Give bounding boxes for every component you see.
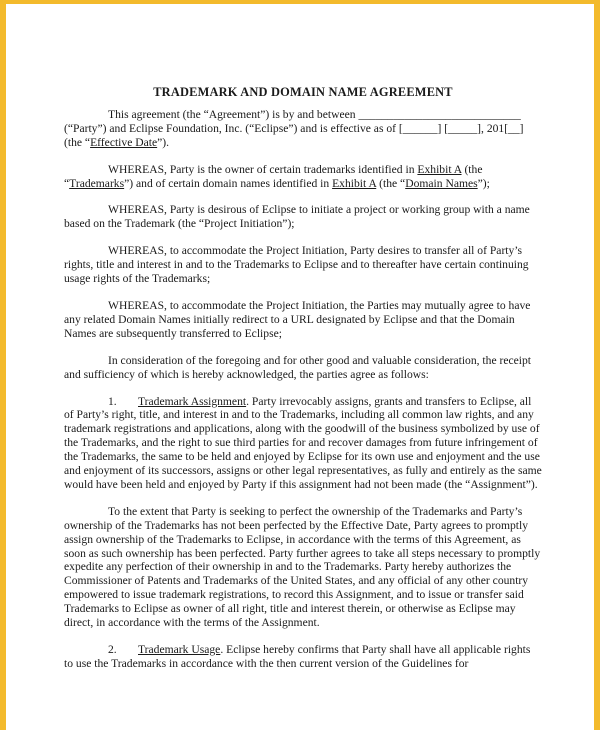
domain-names-term: Domain Names xyxy=(405,176,478,190)
whereas1-text-e: ”); xyxy=(477,176,490,190)
document-title: TRADEMARK AND DOMAIN NAME AGREEMENT xyxy=(153,85,453,99)
section-1-number: 1. xyxy=(108,394,117,408)
document-page xyxy=(6,4,594,730)
section-2-number: 2. xyxy=(108,643,117,656)
whereas-paragraph-3: WHEREAS, to accommodate the Project Initiation, Party desires to transfer all of Party’s rights, title and interest in and to the Trademarks to Eclipse and to thereafter have certain continuing usage rights of the Trademarks; xyxy=(64,244,529,286)
effective-date-term: Effective Date xyxy=(90,135,158,149)
intro-paragraph xyxy=(64,108,542,150)
trademarks-term: Trademarks xyxy=(69,176,125,190)
section-2-paragraph xyxy=(64,643,542,671)
whereas1-text-c: ”) and of certain domain names identified in xyxy=(124,176,333,190)
whereas-paragraph-4: WHEREAS, to accommodate the Project Initiation, the Parties may mutually agree to have any related Domain Names initially redirect to a URL designated by Eclipse and that the Domain Names are subsequently transferred to Eclipse; xyxy=(64,298,531,340)
whereas-paragraph-1 xyxy=(64,163,542,191)
intro-text-end: ”). xyxy=(157,135,170,149)
section-1-body: . Party irrevocably assigns, grants and transfers to Eclipse, all of Party’s right, title, and interest in and to the Trademarks, including all common law rights, and any trademark registrations and applications, along with the goodwill of the business symbolized by use of the Trademarks, and the right to sue third parties for and recover damages from future infringement of the Trademarks, the same to be held and enjoyed by Eclipse for its own use and enjoyment and the use and enjoyment of its successors, assigns or other legal representatives, as fully and entirely as the same would have been held and enjoyed by Party if this assignment had not been made (the “Assignment”). xyxy=(64,394,542,491)
whereas-paragraph-2: WHEREAS, Party is desirous of Eclipse to initiate a project or working group with a name based on the Trademark (the “Project Initiation”); xyxy=(64,203,530,231)
section-1-paragraph xyxy=(64,395,542,492)
exhibit-a-link-2: Exhibit A xyxy=(332,176,377,190)
whereas1-text-b: (the “ xyxy=(64,162,483,190)
section-1-heading: Trademark Assignment xyxy=(138,394,247,408)
document-body xyxy=(64,86,542,684)
exhibit-a-link-1: Exhibit A xyxy=(417,162,462,176)
section-2-heading: Trademark Usage xyxy=(138,643,221,656)
intro-text: This agreement (the “Agreement”) is by and between ____________________________ (“Party”) and Eclipse Foundation, Inc. (“Eclipse”) and is effective as of [______] [_____], 201[__] (the “ xyxy=(64,107,524,149)
consideration-paragraph: In consideration of the foregoing and for other good and valuable consideration, the receipt and sufficiency of which is hereby acknowledged, the parties agree as follows: xyxy=(64,353,532,381)
section-1-paragraph-2: To the extent that Party is seeking to perfect the ownership of the Trademarks and Party’s ownership of the Trademarks has not been perfected by the Effective Date, Party agrees to promptly assign ownership of the Trademarks to Eclipse, in accordance with the terms of this Agreement, as soon as such ownership has been perfected. Party further agrees to take all steps necessary to promptly expedite any perfection of their ownership in and to the Trademarks. Party hereby authorizes the Commissioner of Patents and Trademarks of the United States, and any official of any other country empowered to issue trademark registrations, to record this Assignment, and to issue or transfer said Trademarks to Eclipse as owner of all right, title and interest therein, or otherwise as Eclipse may direct, in accordance with the terms of the Assignment. xyxy=(64,504,541,630)
section-2-body: . Eclipse hereby confirms that Party shall have all applicable rights to use the Trademarks in accordance with the then current version of the Guidelines for xyxy=(64,643,531,670)
whereas1-text-a: WHEREAS, Party is the owner of certain trademarks identified in xyxy=(108,162,418,176)
whereas1-text-d: (the “ xyxy=(376,176,406,190)
